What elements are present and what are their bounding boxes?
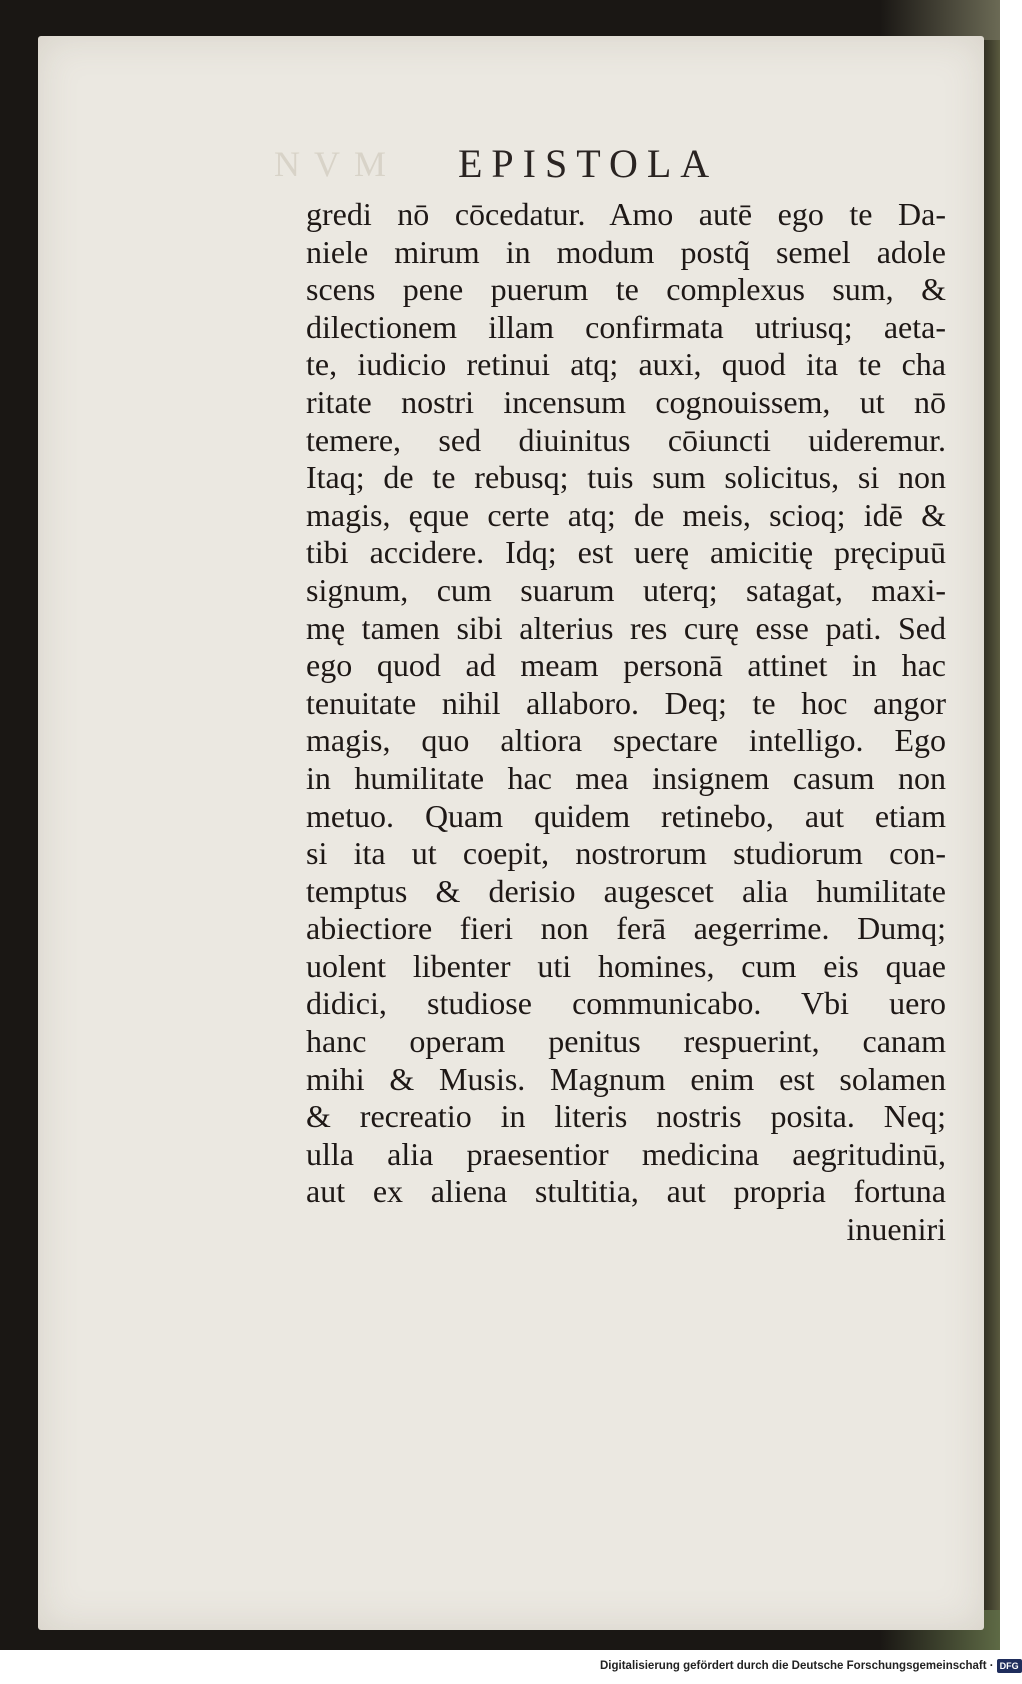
text-line: & recreatio in literis nostris posita. Neq; xyxy=(306,1098,946,1135)
text-line: temptus & derisio augescet alia humilitate xyxy=(306,872,946,909)
text-line: Itaq; de te rebusq; tuis sum solicitus, si non xyxy=(306,459,946,496)
scan-edge-top xyxy=(880,0,1000,40)
text-line: dilectionem illam confirmata utriusq; aeta- xyxy=(306,308,946,345)
text-line: hanc operam penitus respuerint, canam xyxy=(306,1023,946,1060)
text-line: ego quod ad meam personā attinet in hac xyxy=(306,647,946,684)
text-line: magis, quo altiora spectare intelligo. Ego xyxy=(306,722,946,759)
body-text xyxy=(306,196,946,1249)
text-line: uolent libenter uti homines, cum eis quae xyxy=(306,947,946,984)
text-line: tenuitate nihil allaboro. Deq; te hoc angor xyxy=(306,684,946,721)
text-line: te, iudicio retinui atq; auxi, quod ita te cha xyxy=(306,346,946,383)
text-line: scens pene puerum te complexus sum, & xyxy=(306,271,946,308)
credit-text: Digitalisierung gefördert durch die Deutsche Forschungsgemeinschaft · xyxy=(600,1660,994,1672)
text-line: signum, cum suarum uterq; satagat, maxi- xyxy=(306,571,946,608)
show-through-heading: NVM xyxy=(274,144,401,184)
text-line: metuo. Quam quidem retinebo, aut etiam xyxy=(306,797,946,834)
text-line: ulla alia praesentior medicina aegritudinū, xyxy=(306,1135,946,1172)
text-line: si ita ut coepit, nostrorum studiorum con- xyxy=(306,835,946,872)
text-line: niele mirum in modum postq̃ semel adole xyxy=(306,233,946,270)
text-line: magis, ęque certe atq; de meis, scioq; idē & xyxy=(306,496,946,533)
text-line: in humilitate hac mea insignem casum non xyxy=(306,759,946,796)
text-line: mę tamen sibi alterius res curę esse pati. Sed xyxy=(306,609,946,646)
text-line: temere, sed diuinitus cōiuncti uideremur. xyxy=(306,421,946,458)
text-line: gredi nō cōcedatur. Amo autē ego te Da- xyxy=(306,196,946,232)
book-page xyxy=(38,36,984,1630)
running-head: EPISTOLA xyxy=(458,141,719,186)
text-line: mihi & Musis. Magnum enim est solamen xyxy=(306,1060,946,1097)
catchword: inueniri xyxy=(846,1211,946,1248)
dfg-logo: DFG xyxy=(997,1659,1022,1673)
text-line: aut ex aliena stultitia, aut propria fortuna xyxy=(306,1173,946,1210)
text-line: ritate nostri incensum cognouissem, ut nō xyxy=(306,383,946,420)
digitization-credit xyxy=(600,1656,1019,1676)
text-line: didici, studiose communicabo. Vbi uero xyxy=(306,985,946,1022)
text-line: abiectiore fieri non ferā aegerrime. Dumq; xyxy=(306,910,946,947)
text-line: tibi accidere. Idq; est uerę amicitię pręcipuū xyxy=(306,534,946,571)
